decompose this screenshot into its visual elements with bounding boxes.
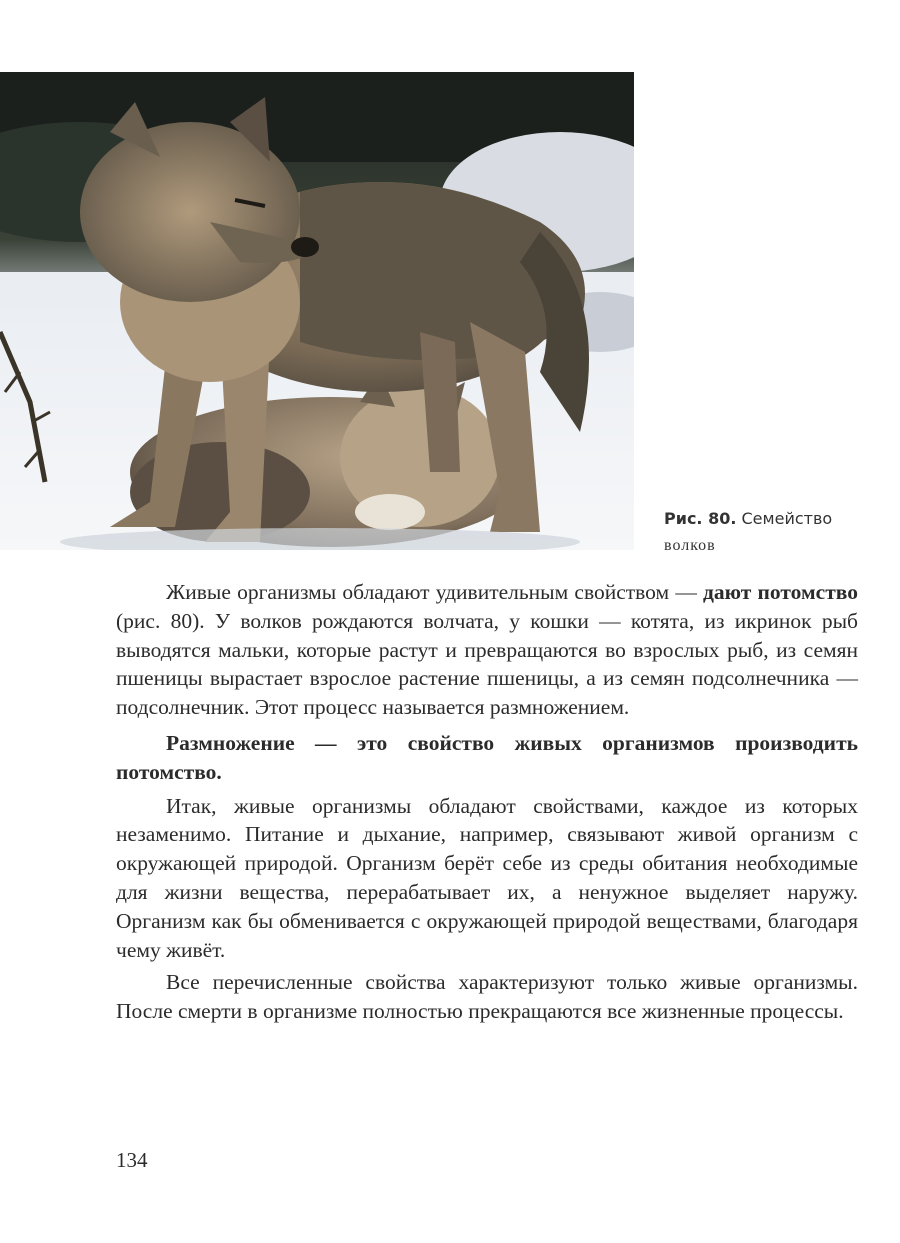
paragraph-1-start: Живые организмы обладают удивительным свойством — bbox=[166, 580, 704, 604]
caption-label: Рис. 80. bbox=[664, 509, 737, 528]
caption-text: Семейство bbox=[736, 509, 833, 528]
main-text bbox=[116, 578, 858, 1026]
page-number: 134 bbox=[116, 1148, 148, 1172]
definition-paragraph: Размножение — это свойство живых организмов производить потомство. bbox=[116, 730, 858, 784]
paragraph-1-bold: дают потомство bbox=[703, 580, 858, 604]
paragraph-1 bbox=[116, 578, 858, 722]
paragraph-3: Итак, живые организмы обладают свойствами, каждое из которых незаменимо. Питание и дыхание, например, связывают живой организм с окружающей природой. Организм берёт себе из среды обитания необходимые для жизни вещества, перерабатывает их, а ненужное выделяет наружу. Организм как бы обменивается с окружающей природой веществами, благодаря чему живёт. bbox=[116, 793, 858, 962]
wolves-photo-icon bbox=[0, 72, 634, 550]
wolves-photo bbox=[0, 72, 634, 550]
caption-text-line2: волков bbox=[664, 537, 716, 554]
paragraph-4: Все перечисленные свойства характеризуют только живые организмы. После смерти в организме полностью прекращаются все жизненные процессы. bbox=[116, 970, 858, 1024]
paragraph-1-end: (рис. 80). У волков рождаются волчата, у кошки — котята, из икринок рыб выводятся мальки, которые растут и превращаются во взрослых рыб, из семян пшеницы вырастает взрослое растение пшеницы, а из семян подсолнечника — подсолнечник. Этот процесс называется размножением. bbox=[116, 608, 858, 720]
figure-caption bbox=[664, 506, 884, 559]
